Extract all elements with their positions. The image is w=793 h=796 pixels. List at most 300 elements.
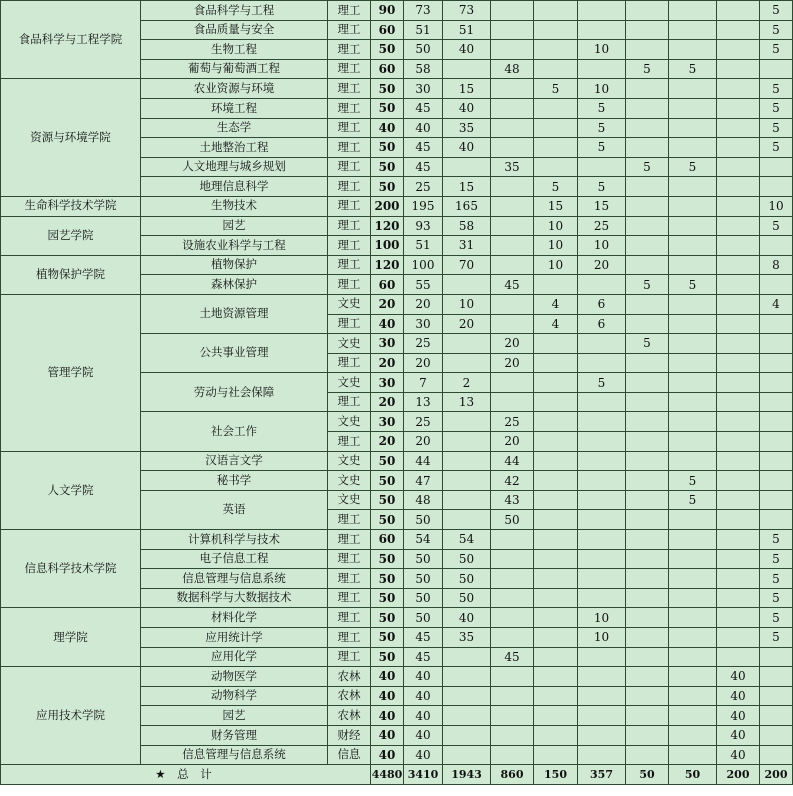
value-cell	[760, 314, 793, 334]
value-cell: 35	[443, 628, 491, 648]
value-cell: 25	[404, 412, 443, 432]
table-row	[1, 608, 793, 628]
value-cell	[578, 686, 626, 706]
value-cell	[491, 725, 534, 745]
value-cell	[760, 177, 793, 197]
value-cell: 10	[534, 255, 578, 275]
value-cell: 7	[404, 373, 443, 393]
value-cell	[578, 549, 626, 569]
plan-cell: 100	[371, 236, 404, 256]
value-cell	[626, 667, 669, 687]
plan-cell: 90	[371, 1, 404, 21]
major-cell: 英语	[141, 490, 328, 529]
value-cell	[717, 157, 760, 177]
major-cell: 公共事业管理	[141, 334, 328, 373]
value-cell	[626, 745, 669, 765]
table-row	[1, 451, 793, 471]
major-cell: 土地资源管理	[141, 294, 328, 333]
type-cell: 农林	[328, 706, 371, 726]
value-cell	[491, 549, 534, 569]
value-cell	[717, 196, 760, 216]
value-cell	[626, 686, 669, 706]
plan-cell: 60	[371, 59, 404, 79]
plan-cell: 50	[371, 628, 404, 648]
value-cell	[760, 490, 793, 510]
value-cell: 5	[626, 275, 669, 295]
major-cell: 动物科学	[141, 686, 328, 706]
major-cell: 生物工程	[141, 40, 328, 60]
value-cell	[578, 432, 626, 452]
value-cell	[534, 275, 578, 295]
value-cell	[578, 392, 626, 412]
plan-cell: 40	[371, 745, 404, 765]
value-cell: 5	[760, 549, 793, 569]
value-cell	[491, 236, 534, 256]
value-cell: 5	[760, 216, 793, 236]
table-row	[1, 1, 793, 21]
value-cell: 4	[534, 314, 578, 334]
type-cell: 理工	[328, 628, 371, 648]
value-cell: 51	[404, 236, 443, 256]
value-cell	[760, 647, 793, 667]
major-cell: 环境工程	[141, 98, 328, 118]
value-cell: 50	[443, 588, 491, 608]
value-cell: 35	[443, 118, 491, 138]
value-cell: 10	[534, 216, 578, 236]
value-cell	[626, 530, 669, 550]
value-cell: 40	[404, 745, 443, 765]
value-cell: 15	[443, 177, 491, 197]
type-cell: 理工	[328, 432, 371, 452]
value-cell	[760, 353, 793, 373]
value-cell	[578, 588, 626, 608]
plan-cell: 40	[371, 725, 404, 745]
value-cell	[626, 569, 669, 589]
value-cell	[491, 745, 534, 765]
value-cell	[534, 373, 578, 393]
value-cell	[578, 667, 626, 687]
value-cell	[626, 628, 669, 648]
value-cell: 20	[443, 314, 491, 334]
value-cell	[669, 667, 717, 687]
value-cell	[578, 647, 626, 667]
value-cell	[578, 412, 626, 432]
value-cell: 20	[491, 353, 534, 373]
type-cell: 理工	[328, 177, 371, 197]
major-cell: 生态学	[141, 118, 328, 138]
type-cell: 理工	[328, 255, 371, 275]
value-cell: 6	[578, 314, 626, 334]
value-cell: 5	[760, 1, 793, 21]
college-cell: 人文学院	[1, 451, 141, 529]
value-cell: 10	[534, 236, 578, 256]
value-cell: 31	[443, 236, 491, 256]
college-cell: 理学院	[1, 608, 141, 667]
value-cell: 25	[578, 216, 626, 236]
value-cell	[760, 745, 793, 765]
value-cell	[443, 157, 491, 177]
value-cell: 50	[404, 510, 443, 530]
value-cell	[491, 392, 534, 412]
value-cell	[626, 314, 669, 334]
value-cell	[669, 79, 717, 99]
value-cell	[534, 490, 578, 510]
major-cell: 生物技术	[141, 196, 328, 216]
value-cell	[717, 647, 760, 667]
value-cell	[443, 686, 491, 706]
total-label: ★ 总 计	[1, 765, 371, 785]
value-cell: 5	[626, 59, 669, 79]
value-cell	[669, 177, 717, 197]
value-cell	[717, 98, 760, 118]
value-cell	[760, 686, 793, 706]
value-cell	[717, 255, 760, 275]
value-cell: 30	[404, 79, 443, 99]
plan-cell: 50	[371, 138, 404, 158]
value-cell	[626, 647, 669, 667]
value-cell: 5	[669, 471, 717, 491]
value-cell	[491, 314, 534, 334]
major-cell: 信息管理与信息系统	[141, 569, 328, 589]
major-cell: 信息管理与信息系统	[141, 745, 328, 765]
college-cell: 信息科学技术学院	[1, 530, 141, 608]
type-cell: 文史	[328, 334, 371, 354]
table-row	[1, 255, 793, 275]
major-cell: 材料化学	[141, 608, 328, 628]
value-cell	[717, 569, 760, 589]
value-cell	[626, 138, 669, 158]
value-cell	[578, 334, 626, 354]
value-cell: 50	[443, 569, 491, 589]
value-cell	[443, 490, 491, 510]
value-cell	[626, 490, 669, 510]
value-cell	[443, 667, 491, 687]
value-cell	[669, 118, 717, 138]
total-value: 200	[760, 765, 793, 785]
value-cell: 5	[760, 118, 793, 138]
value-cell	[669, 432, 717, 452]
plan-cell: 60	[371, 530, 404, 550]
college-cell: 园艺学院	[1, 216, 141, 255]
value-cell: 51	[443, 20, 491, 40]
value-cell	[717, 510, 760, 530]
value-cell: 4	[760, 294, 793, 314]
value-cell	[717, 549, 760, 569]
value-cell	[626, 1, 669, 21]
value-cell: 5	[760, 628, 793, 648]
value-cell	[443, 275, 491, 295]
type-cell: 信息	[328, 745, 371, 765]
value-cell: 45	[404, 157, 443, 177]
value-cell	[717, 59, 760, 79]
value-cell	[717, 373, 760, 393]
value-cell	[669, 608, 717, 628]
value-cell: 45	[491, 647, 534, 667]
value-cell	[534, 471, 578, 491]
value-cell	[491, 255, 534, 275]
value-cell	[669, 706, 717, 726]
value-cell: 100	[404, 255, 443, 275]
value-cell	[760, 451, 793, 471]
value-cell	[491, 1, 534, 21]
value-cell	[626, 608, 669, 628]
major-cell: 应用统计学	[141, 628, 328, 648]
total-value: 860	[491, 765, 534, 785]
value-cell: 58	[443, 216, 491, 236]
value-cell	[443, 334, 491, 354]
plan-cell: 40	[371, 667, 404, 687]
plan-cell: 120	[371, 216, 404, 236]
value-cell	[534, 40, 578, 60]
value-cell: 50	[404, 569, 443, 589]
type-cell: 理工	[328, 157, 371, 177]
plan-cell: 40	[371, 314, 404, 334]
value-cell: 5	[578, 98, 626, 118]
value-cell	[669, 314, 717, 334]
value-cell	[626, 79, 669, 99]
value-cell	[717, 275, 760, 295]
value-cell	[760, 725, 793, 745]
value-cell	[626, 216, 669, 236]
value-cell	[491, 569, 534, 589]
type-cell: 理工	[328, 236, 371, 256]
value-cell: 5	[578, 118, 626, 138]
type-cell: 理工	[328, 530, 371, 550]
value-cell	[443, 725, 491, 745]
plan-cell: 50	[371, 40, 404, 60]
value-cell: 4	[534, 294, 578, 314]
type-cell: 理工	[328, 138, 371, 158]
value-cell	[534, 451, 578, 471]
total-plan: 4480	[371, 765, 404, 785]
type-cell: 文史	[328, 471, 371, 491]
value-cell	[717, 177, 760, 197]
value-cell: 10	[578, 79, 626, 99]
value-cell	[491, 98, 534, 118]
value-cell: 43	[491, 490, 534, 510]
value-cell	[534, 98, 578, 118]
value-cell	[534, 647, 578, 667]
value-cell: 20	[404, 294, 443, 314]
value-cell	[669, 334, 717, 354]
value-cell	[578, 275, 626, 295]
value-cell	[491, 706, 534, 726]
value-cell	[760, 236, 793, 256]
college-cell: 资源与环境学院	[1, 79, 141, 197]
value-cell	[443, 647, 491, 667]
value-cell	[669, 20, 717, 40]
value-cell	[669, 412, 717, 432]
value-cell	[534, 588, 578, 608]
value-cell: 15	[443, 79, 491, 99]
value-cell	[491, 216, 534, 236]
value-cell	[491, 138, 534, 158]
value-cell: 45	[404, 647, 443, 667]
value-cell	[578, 471, 626, 491]
plan-cell: 50	[371, 157, 404, 177]
value-cell	[669, 373, 717, 393]
value-cell: 47	[404, 471, 443, 491]
value-cell	[669, 98, 717, 118]
value-cell: 73	[404, 1, 443, 21]
major-cell: 汉语言文学	[141, 451, 328, 471]
value-cell	[534, 667, 578, 687]
type-cell: 农林	[328, 686, 371, 706]
value-cell: 5	[760, 20, 793, 40]
value-cell	[717, 294, 760, 314]
table-row	[1, 667, 793, 687]
plan-cell: 50	[371, 510, 404, 530]
value-cell	[534, 745, 578, 765]
total-row	[1, 765, 793, 785]
major-cell: 秘书学	[141, 471, 328, 491]
value-cell: 40	[404, 118, 443, 138]
value-cell	[626, 725, 669, 745]
value-cell: 42	[491, 471, 534, 491]
value-cell	[491, 686, 534, 706]
value-cell	[717, 79, 760, 99]
value-cell	[578, 706, 626, 726]
value-cell: 25	[404, 177, 443, 197]
value-cell: 40	[717, 725, 760, 745]
value-cell	[491, 177, 534, 197]
value-cell: 5	[669, 157, 717, 177]
plan-cell: 20	[371, 432, 404, 452]
value-cell: 5	[578, 177, 626, 197]
type-cell: 理工	[328, 647, 371, 667]
value-cell	[760, 275, 793, 295]
value-cell	[626, 471, 669, 491]
value-cell: 5	[626, 157, 669, 177]
total-value: 357	[578, 765, 626, 785]
value-cell: 5	[669, 59, 717, 79]
value-cell: 44	[404, 451, 443, 471]
value-cell: 51	[404, 20, 443, 40]
value-cell: 20	[491, 432, 534, 452]
plan-cell: 20	[371, 294, 404, 314]
value-cell	[534, 157, 578, 177]
value-cell	[626, 20, 669, 40]
value-cell: 40	[443, 40, 491, 60]
value-cell	[669, 451, 717, 471]
value-cell	[578, 745, 626, 765]
value-cell	[626, 432, 669, 452]
value-cell	[760, 471, 793, 491]
value-cell: 10	[443, 294, 491, 314]
plan-cell: 40	[371, 686, 404, 706]
value-cell	[534, 549, 578, 569]
plan-cell: 40	[371, 118, 404, 138]
value-cell	[491, 20, 534, 40]
college-cell: 食品科学与工程学院	[1, 1, 141, 79]
plan-cell: 60	[371, 275, 404, 295]
value-cell	[669, 745, 717, 765]
major-cell: 森林保护	[141, 275, 328, 295]
college-cell: 植物保护学院	[1, 255, 141, 294]
value-cell: 10	[578, 608, 626, 628]
value-cell	[534, 706, 578, 726]
value-cell: 40	[404, 667, 443, 687]
value-cell	[578, 1, 626, 21]
type-cell: 文史	[328, 294, 371, 314]
value-cell	[626, 451, 669, 471]
value-cell	[760, 373, 793, 393]
total-value: 50	[669, 765, 717, 785]
value-cell	[669, 628, 717, 648]
type-cell: 理工	[328, 314, 371, 334]
type-cell: 理工	[328, 216, 371, 236]
value-cell	[669, 686, 717, 706]
value-cell	[669, 255, 717, 275]
value-cell: 54	[404, 530, 443, 550]
value-cell: 20	[578, 255, 626, 275]
value-cell	[717, 40, 760, 60]
value-cell: 5	[760, 138, 793, 158]
plan-cell: 40	[371, 706, 404, 726]
value-cell	[491, 608, 534, 628]
value-cell: 5	[760, 608, 793, 628]
type-cell: 理工	[328, 40, 371, 60]
value-cell	[717, 20, 760, 40]
value-cell	[534, 530, 578, 550]
total-value: 50	[626, 765, 669, 785]
college-cell: 应用技术学院	[1, 667, 141, 765]
major-cell: 人文地理与城乡规划	[141, 157, 328, 177]
table-row	[1, 79, 793, 99]
value-cell: 50	[404, 549, 443, 569]
value-cell: 5	[578, 138, 626, 158]
value-cell: 40	[404, 686, 443, 706]
value-cell: 165	[443, 196, 491, 216]
value-cell	[669, 588, 717, 608]
table-row	[1, 216, 793, 236]
type-cell: 文史	[328, 373, 371, 393]
value-cell	[443, 471, 491, 491]
value-cell	[717, 451, 760, 471]
total-value: 3410	[404, 765, 443, 785]
value-cell	[717, 588, 760, 608]
major-cell: 计算机科学与技术	[141, 530, 328, 550]
value-cell	[626, 294, 669, 314]
value-cell: 50	[404, 40, 443, 60]
type-cell: 理工	[328, 118, 371, 138]
plan-cell: 20	[371, 392, 404, 412]
value-cell: 8	[760, 255, 793, 275]
major-cell: 园艺	[141, 216, 328, 236]
value-cell: 45	[491, 275, 534, 295]
value-cell: 35	[491, 157, 534, 177]
value-cell: 5	[534, 79, 578, 99]
plan-cell: 50	[371, 79, 404, 99]
major-cell: 应用化学	[141, 647, 328, 667]
value-cell: 50	[443, 549, 491, 569]
value-cell: 10	[578, 40, 626, 60]
value-cell	[534, 569, 578, 589]
value-cell	[717, 236, 760, 256]
value-cell	[534, 725, 578, 745]
value-cell: 30	[404, 314, 443, 334]
major-cell: 葡萄与葡萄酒工程	[141, 59, 328, 79]
value-cell	[534, 138, 578, 158]
plan-cell: 50	[371, 490, 404, 510]
type-cell: 理工	[328, 353, 371, 373]
value-cell: 13	[443, 392, 491, 412]
value-cell: 50	[404, 588, 443, 608]
type-cell: 理工	[328, 608, 371, 628]
value-cell: 5	[760, 40, 793, 60]
plan-cell: 20	[371, 353, 404, 373]
major-cell: 财务管理	[141, 725, 328, 745]
